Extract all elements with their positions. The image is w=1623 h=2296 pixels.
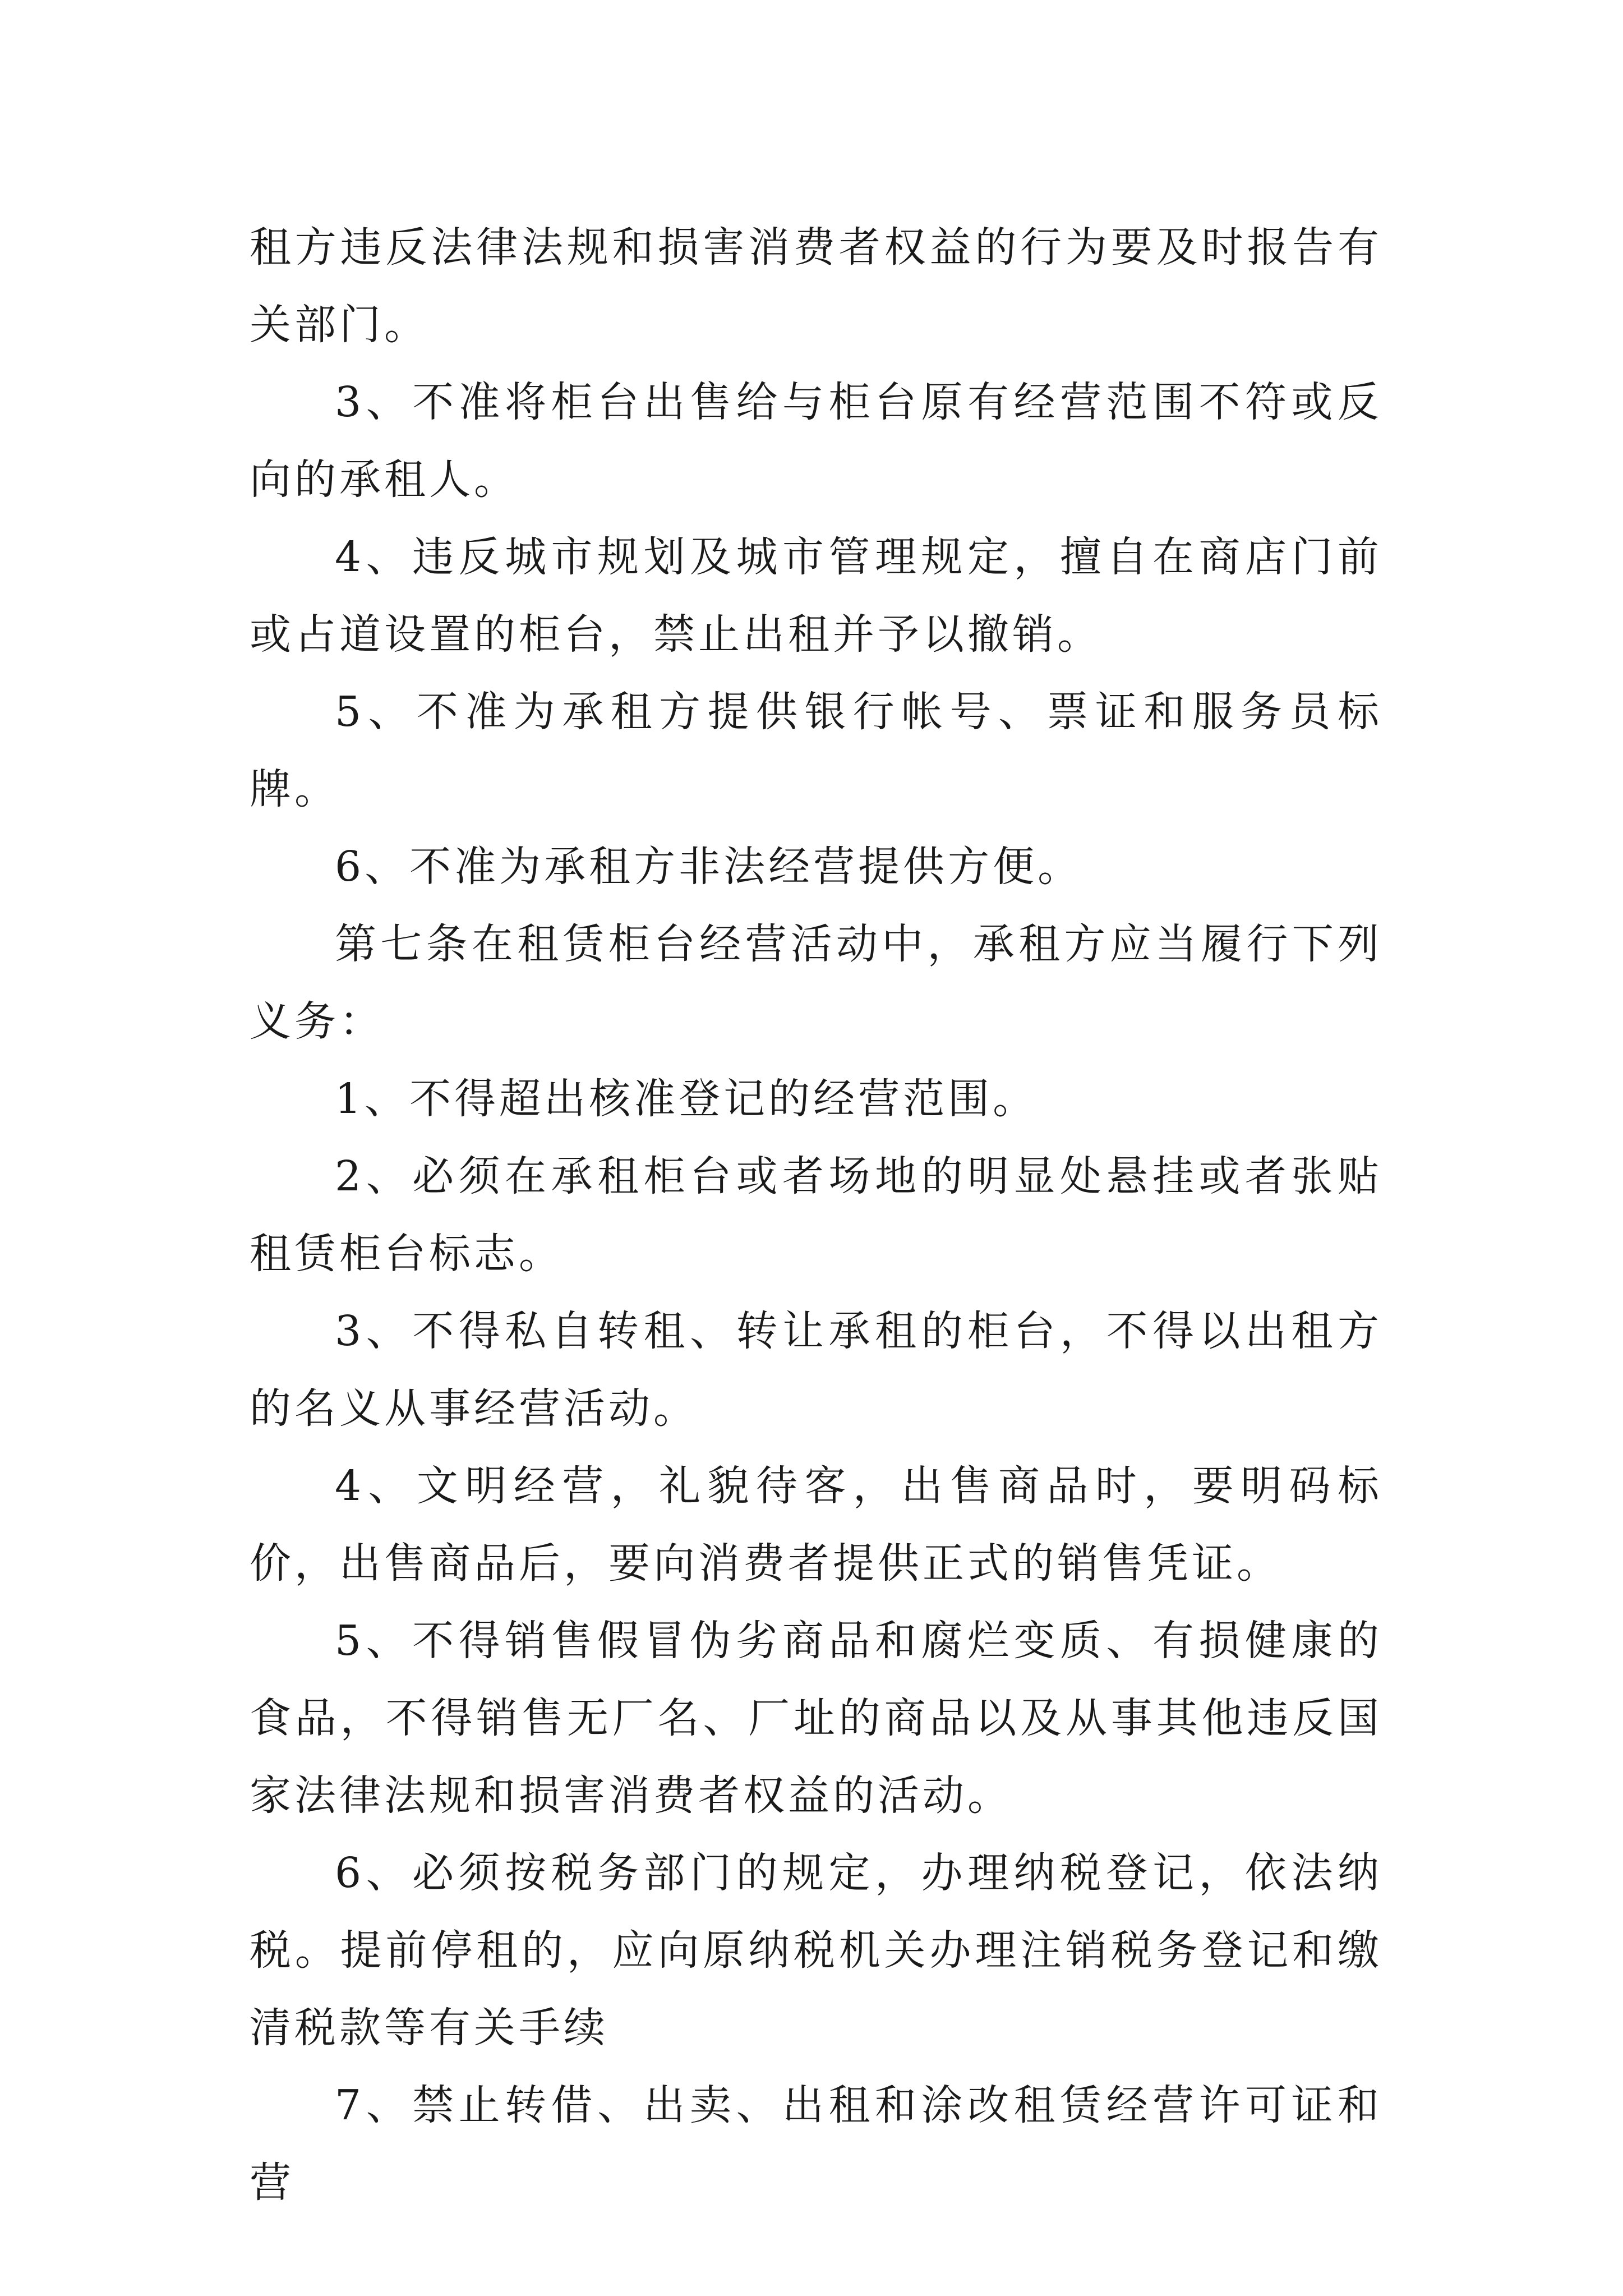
paragraph-10: 4、文明经营，礼貌待客，出售商品时，要明码标价，出售商品后，要向消费者提供正式的销售凭证。 bbox=[250, 1462, 1382, 1588]
paragraph-4: 5、不准为承租方提供银行帐号、票证和服务员标牌。 bbox=[250, 688, 1382, 813]
paragraph-9: 3、不得私自转租、转让承租的柜台，不得以出租方的名义从事经营活动。 bbox=[250, 1307, 1382, 1433]
paragraph-6: 第七条在租赁柜台经营活动中，承租方应当履行下列义务： bbox=[250, 920, 1382, 1046]
paragraph-2: 3、不准将柜台出售给与柜台原有经营范围不符或反向的承租人。 bbox=[250, 378, 1382, 504]
document-body bbox=[250, 209, 1382, 2221]
paragraph-11: 5、不得销售假冒伪劣商品和腐烂变质、有损健康的食品，不得销售无厂名、厂址的商品以及从事其他违反国家法律法规和损害消费者权益的活动。 bbox=[250, 1617, 1382, 1820]
paragraph-1: 租方违反法律法规和损害消费者权益的行为要及时报告有关部门。 bbox=[250, 223, 1382, 349]
paragraph-7: 1、不得超出核准登记的经营范围。 bbox=[335, 1075, 1038, 1123]
paragraph-5: 6、不准为承租方非法经营提供方便。 bbox=[335, 843, 1083, 891]
paragraph-12: 6、必须按税务部门的规定，办理纳税登记，依法纳税。提前停租的，应向原纳税机关办理注销税务登记和缴清税款等有关手续 bbox=[250, 1849, 1382, 2052]
paragraph-3: 4、违反城市规划及城市管理规定，擅自在商店门前或占道设置的柜台，禁止出租并予以撤销。 bbox=[250, 533, 1382, 659]
paragraph-13: 7、禁止转借、出卖、出租和涂改租赁经营许可证和营 bbox=[250, 2081, 1382, 2207]
paragraph-8: 2、必须在承租柜台或者场地的明显处悬挂或者张贴租赁柜台标志。 bbox=[250, 1152, 1382, 1278]
